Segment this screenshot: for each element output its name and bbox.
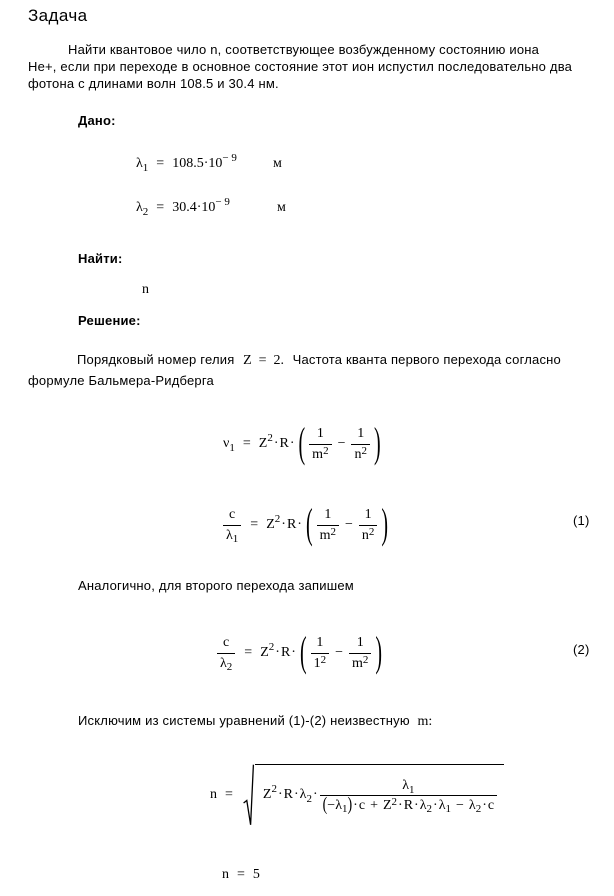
problem-text-line-1: Найти квантовое чило n, соответствующее возбужденному состоянию иона (68, 42, 540, 57)
minus-sign: − (335, 644, 344, 660)
minus-sign: − (337, 435, 346, 451)
result-n-equals-5 (222, 866, 260, 884)
equation-2 (216, 627, 385, 679)
fraction-denominator: $(-\lambda_1)\cdot c + Z^2\cdot R\cdot\lambda_2\cdot\lambda_1 - \lambda_2\cdot c$ (320, 795, 497, 813)
intro-text-cont: Частота кванта первого перехода согласно (292, 352, 561, 367)
minus-sign: − (345, 516, 353, 532)
solution-text-second-transition: Аналогично, для второго перехода запишем (78, 578, 354, 593)
unit-meter: м (273, 155, 282, 171)
fraction-1-over-1sq: $\frac{1}{1^2}$ (311, 635, 330, 671)
intro-inline-math: Z = 2. (243, 353, 285, 368)
lambda1-value: $108.5\cdot 10^{- 9}$ (172, 151, 237, 171)
fraction-1-over-m2: $\frac{1}{m^2}$ (317, 507, 339, 543)
left-paren: ( (305, 501, 313, 549)
fraction-1-over-m2: $\frac{1}{m^2}$ (349, 635, 371, 671)
lambda1-symbol: $\lambda_1$ (136, 155, 149, 174)
nu1-symbol: $\nu_1$ (223, 435, 235, 454)
solution-intro-line-2: формуле Бальмера-Ридберга (28, 373, 214, 388)
equation-2-number: (2) (573, 642, 590, 657)
equals-sign: = (250, 516, 259, 532)
equals-sign: = (237, 866, 245, 882)
square-root (243, 764, 504, 826)
left-paren: ( (299, 629, 307, 677)
lambda2-symbol: $\lambda_2$ (136, 199, 149, 218)
result-symbol: n (222, 866, 229, 882)
given-lambda1 (136, 150, 336, 178)
equals-sign: = (225, 786, 233, 802)
problem-text-line-3: фотона с длинами волн 108.5 и 30.4 нм. (28, 76, 279, 91)
solution-text-eliminate (78, 713, 432, 730)
equation-1 (222, 498, 391, 552)
fraction-c-over-lambda2: $\frac{c}{\lambda_2}$ (217, 635, 235, 671)
equation-n-formula (210, 762, 504, 828)
equals-sign: = (156, 155, 165, 171)
fraction-1-over-m2: $\frac{1}{m^2}$ (309, 426, 331, 462)
left-paren: ( (298, 420, 306, 468)
z-squared-R-factor: $Z^2\cdot R\cdot$ (260, 640, 296, 660)
problem-text-line-2: He+, если при переходе в основное состояние этот ион испустил последовательно два (28, 59, 573, 74)
right-paren: ) (375, 629, 383, 677)
equals-sign: = (244, 644, 253, 660)
radical-sign (243, 764, 255, 826)
eliminate-inline-math: m: (417, 714, 433, 729)
radicand (255, 764, 504, 826)
unit-meter: м (277, 199, 286, 215)
find-quantity: n (142, 282, 149, 297)
z-squared-R-factor: $Z^2\cdot R\cdot$ (266, 512, 302, 532)
given-lambda2 (136, 194, 336, 222)
equation-1-number: (1) (573, 513, 590, 528)
z-squared-R-lambda2-factor: $Z^2\cdot R\cdot\lambda_2\cdot$ (262, 783, 318, 806)
right-paren: ) (381, 501, 389, 549)
given-label: Дано: (78, 113, 116, 128)
solution-label: Решение: (78, 313, 141, 328)
fraction-numerator: $\lambda_1$ (402, 777, 415, 796)
result-value: 5 (252, 866, 260, 882)
fraction-c-over-lambda1: $\frac{c}{\lambda_1}$ (223, 507, 241, 543)
lambda2-value: $30.4\cdot 10^{- 9}$ (172, 195, 230, 215)
find-label: Найти: (78, 251, 123, 266)
z-squared-R-factor: $Z^2\cdot R\cdot$ (258, 431, 295, 451)
eliminate-text: Исключим из системы уравнений (1)-(2) неизвестную (78, 713, 410, 728)
solution-intro-line-1 (77, 352, 561, 369)
fraction-1-over-n2: $\frac{1}{n^2}$ (359, 507, 378, 543)
main-fraction (320, 778, 497, 814)
equals-sign: = (156, 199, 165, 215)
equals-sign: = (242, 435, 251, 451)
fraction-1-over-n2: $\frac{1}{n^2}$ (351, 426, 370, 462)
equation-nu1 (223, 417, 384, 471)
page-title: Задача (28, 6, 88, 25)
right-paren: ) (373, 420, 381, 468)
intro-text: Порядковый номер гелия (77, 352, 235, 367)
n-symbol: n (210, 786, 217, 802)
